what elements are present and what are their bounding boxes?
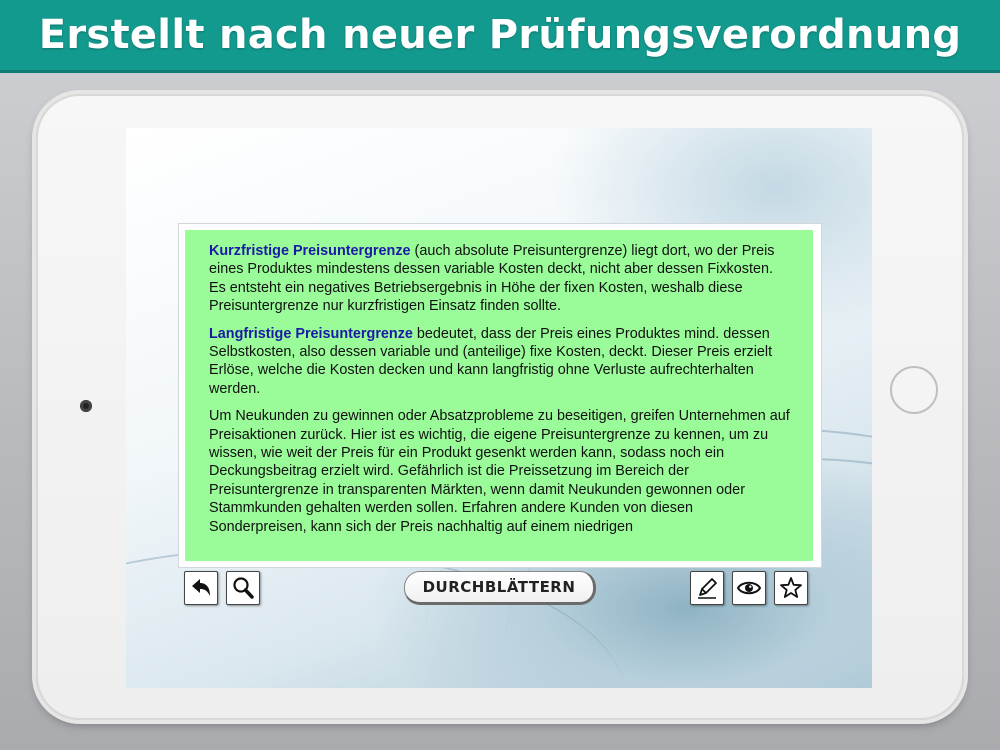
camera-icon bbox=[80, 400, 92, 412]
term-short-term-floor: Kurzfristige Preisuntergrenze bbox=[209, 243, 411, 259]
back-button[interactable] bbox=[184, 571, 218, 605]
back-arrow-icon bbox=[188, 575, 214, 601]
favorite-button[interactable] bbox=[774, 571, 808, 605]
home-button[interactable] bbox=[890, 366, 938, 414]
content-panel bbox=[178, 223, 822, 568]
edit-button[interactable] bbox=[690, 571, 724, 605]
view-button[interactable] bbox=[732, 571, 766, 605]
pencil-icon bbox=[694, 575, 720, 601]
paragraph-text: (auch absolute Preisuntergrenze) liegt dort, wo der Preis eines Produktes mindestens dessen variable Kosten deckt, nicht aber dessen Fixkosten. Es entsteht ein negatives Betriebsergebnis in Höhe der fixen Kosten, weshalb diese Preisuntergrenze nur kurzfristigen Einsatz finden sollte. bbox=[209, 243, 775, 315]
paragraph bbox=[209, 325, 791, 399]
magnifier-icon bbox=[230, 575, 256, 601]
promo-banner bbox=[0, 0, 1000, 73]
paragraph-text: Um Neukunden zu gewinnen oder Absatzprobleme zu beseitigen, greifen Unternehmen auf Preisaktionen zurück. Hier ist es wichtig, die eigene Preisuntergrenze zu kennen, um zu wissen, wie weit der Preis für ein Produkt gesenkt werden kann, sodass noch ein Deckungsbeitrag erzielt wird. Gefährlich ist die Preissetzung im Bereich der Preisuntergrenze in transparenten Märkten, wenn damit Neukunden gewonnen oder Stammkunden gehalten werden sollen. Erfahren andere Kunden von diesen Sonderpreisen, kann sich der Preis nachhaltig auf einem niedrigen bbox=[209, 408, 790, 535]
banner-title: Erstellt nach neuer Prüfungsverordnung bbox=[38, 12, 962, 58]
bottom-toolbar bbox=[178, 568, 820, 608]
paragraph bbox=[209, 242, 791, 316]
browse-button[interactable]: DURCHBLÄTTERN bbox=[404, 571, 596, 605]
app-screen bbox=[126, 128, 872, 688]
star-icon bbox=[778, 575, 804, 601]
text-box[interactable] bbox=[185, 230, 813, 561]
term-long-term-floor: Langfristige Preisuntergrenze bbox=[209, 325, 413, 342]
search-button[interactable] bbox=[226, 571, 260, 605]
paragraph bbox=[209, 407, 791, 536]
eye-icon bbox=[736, 575, 762, 601]
paragraph-text: bedeutet, dass der Preis eines Produktes mind. dessen Selbstkosten, also dessen variable und (anteilige) fixe Kosten, deckt. Dieser Preis erzielt Erlöse, welche die Kosten decken und kann langfristig ohne Verluste aufrechterhalten werden. bbox=[209, 325, 773, 397]
